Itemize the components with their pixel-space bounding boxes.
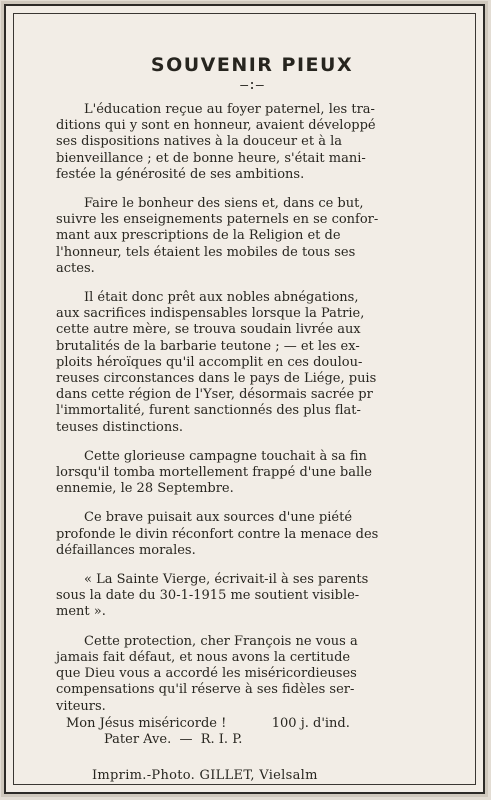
text-line: l'honneur, tels étaient les mobiles de tous ses bbox=[56, 244, 356, 260]
paragraph-bonheur bbox=[56, 196, 448, 277]
text-line: Faire le bonheur des siens et, dans ce but, bbox=[84, 196, 364, 212]
text-line: bienveillance ; et de bonne heure, s'était mani- bbox=[56, 150, 366, 166]
text-line: ses dispositions natives à la douceur et à la bbox=[56, 134, 343, 150]
indulgence-line: Mon Jésus miséricorde ! 100 j. d'ind. bbox=[66, 716, 350, 731]
text-line: lorsqu'il tomba mortellement frappé d'une balle bbox=[56, 465, 373, 481]
text-line: sous la date du 30-1-1915 me soutient visible- bbox=[56, 588, 360, 604]
text-line: l'immortalité, furent sanctionnés des plus flat- bbox=[56, 403, 361, 419]
text-line: L'éducation reçue au foyer paternel, les tra- bbox=[84, 102, 375, 117]
paragraph-education bbox=[56, 102, 448, 183]
printer-imprint: Imprim.-Photo. GILLET, Vielsalm bbox=[92, 768, 318, 783]
text-line: actes. bbox=[56, 260, 95, 276]
text-line: brutalités de la barbarie teutone ; — et les ex- bbox=[56, 338, 360, 354]
paragraph-protection bbox=[56, 634, 448, 715]
text-line: jamais fait défaut, et nous avons la certitude bbox=[56, 649, 351, 665]
text-line: reuses circonstances dans le pays de Liége, puis bbox=[56, 371, 377, 387]
paragraph-piete bbox=[56, 510, 448, 559]
paragraph-quote bbox=[56, 572, 448, 621]
prayer-line: Pater Ave. — R. I. P. bbox=[104, 732, 243, 747]
text-line: cette autre mère, se trouva soudain livrée aux bbox=[56, 322, 361, 338]
text-line: aux sacrifices indispensables lorsque la Patrie, bbox=[56, 306, 365, 322]
text-line: ment ». bbox=[56, 604, 106, 620]
paragraph-campagne bbox=[56, 449, 448, 498]
text-line: ploits héroïques qu'il accomplit en ces doulou- bbox=[56, 354, 363, 370]
text-line: ennemie, le 28 Septembre. bbox=[56, 481, 234, 497]
card-text bbox=[56, 52, 448, 728]
text-line: que Dieu vous a accordé les miséricordieuses bbox=[56, 666, 357, 682]
text-line: compensations qu'il réserve à ses fidèles ser- bbox=[56, 682, 355, 698]
text-line: viteurs. bbox=[56, 698, 106, 714]
text-line: ditions qui y sont en honneur, avaient développé bbox=[56, 118, 376, 134]
text-line: profonde le divin réconfort contre la menace des bbox=[56, 526, 379, 542]
text-line: dans cette région de l'Yser, désormais sacrée pr bbox=[56, 387, 373, 403]
text-line: Ce brave puisait aux sources d'une piété bbox=[84, 510, 353, 526]
text-line: défaillances morales. bbox=[56, 542, 196, 558]
text-line: Cette protection, cher François ne vous a bbox=[84, 633, 358, 649]
text-line: teuses distinctions. bbox=[56, 419, 184, 435]
text-line: suivre les enseignements paternels en se confor- bbox=[56, 212, 379, 228]
text-line: festée la générosité de ses ambitions. bbox=[56, 166, 305, 182]
text-line: Cette glorieuse campagne touchait à sa fin bbox=[84, 448, 367, 464]
card-title: SOUVENIR PIEUX bbox=[150, 54, 354, 76]
paragraph-patrie bbox=[56, 290, 448, 436]
text-line: Il était donc prêt aux nobles abnégations, bbox=[84, 290, 359, 306]
text-line: mant aux prescriptions de la Religion et de bbox=[56, 228, 341, 244]
text-line: « La Sainte Vierge, écrivait-il à ses parents bbox=[84, 572, 369, 588]
indulgence-prayer bbox=[66, 716, 350, 748]
title-separator: —:— bbox=[240, 78, 264, 93]
memorial-card bbox=[4, 4, 485, 794]
